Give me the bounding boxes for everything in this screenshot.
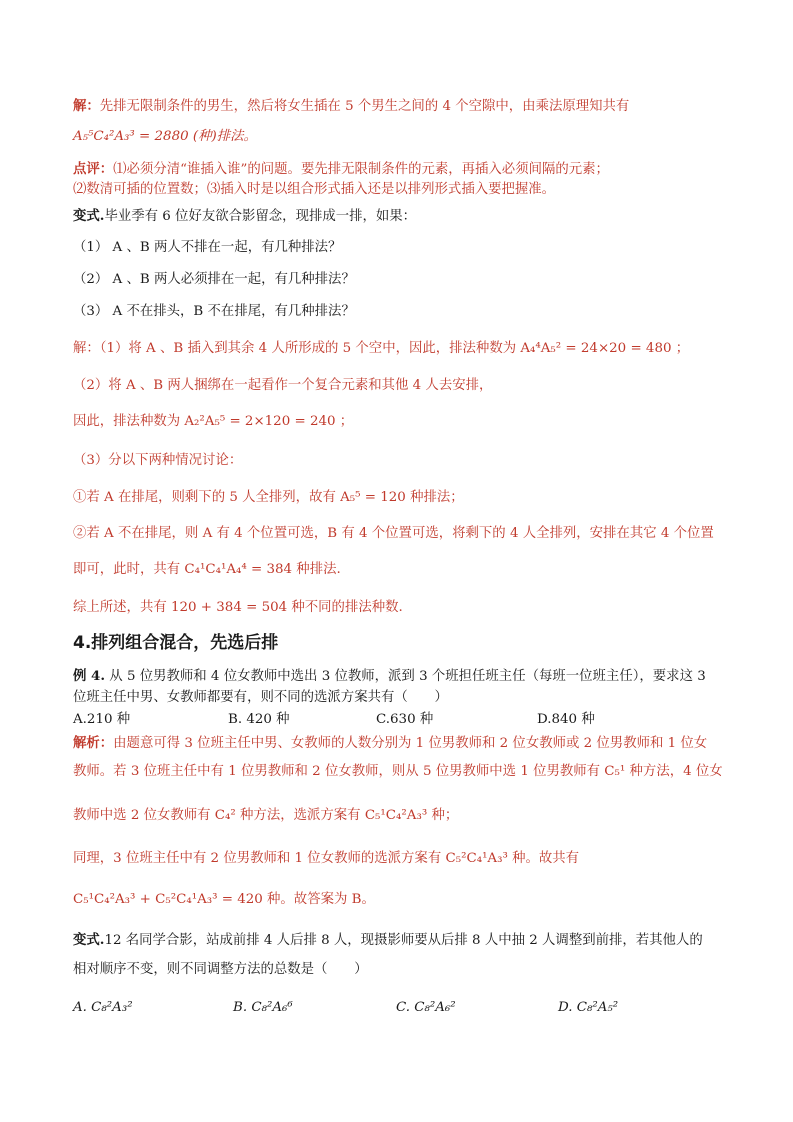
variant-line-1 [73,206,733,227]
comment-line-1 [73,159,733,180]
variant2-label: 变式. [73,932,105,948]
example4-option-d: D.840 种 [537,712,595,727]
variant-q1: （1） A 、B 两人不排在一起，有几种排法？ [73,240,342,255]
variant-answer-1: 解：（1）将 A 、B 插入到其余 4 人所形成的 5 个空中，因此，排法种数为 A₄⁴A₅² = 24×20 = 480 ； [73,341,690,356]
variant-answer-3b: ②若 A 不在排尾，则 A 有 4 个位置可选，B 有 4 个位置可选，将剩下的 4 人全排列，安排在其它 4 个位置 [73,526,714,541]
variant-answer-3b-cont: 即可，此时，共有 C₄¹C₄¹A₄⁴ = 384 种排法. [73,562,341,577]
variant-answer-summary: 综上所述，共有 120 + 384 = 504 种不同的排法种数. [73,600,403,615]
variant2-text: 12 名同学合影，站成前排 4 人后排 8 人，现摄影师要从后排 8 人中抽 2 人调整到前排，若其他人的 [104,933,703,948]
analysis-label: 解析： [73,735,114,751]
solution-formula: A₅⁵C₄²A₃³ = 2880 (种)排法。 [73,129,257,144]
analysis-text: 由题意可得 3 位班主任中男、女教师的人数分别为 1 位男教师和 2 位女教师或 2 位男教师和 1 位女 [113,736,708,751]
variant2-option-d: D. C₈²A₅² [558,1000,619,1015]
section-heading: 4.排列组合混合，先选后排 [73,633,279,653]
example4-line-1 [73,666,733,687]
variant-text: 毕业季有 6 位好友欲合影留念，现排成一排，如果： [104,209,417,224]
variant-answer-2b: 因此，排法种数为 A₂²A₅⁵ = 2×120 = 240 ； [73,414,354,429]
comment-line-2: ⑵数清可插的位置数；⑶插入时是以组合形式插入还是以排列形式插入要把握准。 [73,182,556,197]
analysis-line-5: C₅¹C₄²A₃³ + C₅²C₄¹A₃³ = 420 种。故答案为 B。 [73,892,375,907]
example4-text: 从 5 位男教师和 4 位女教师中选出 3 位教师，派到 3 个班担任班主任（每班一位班主任），要求这 3 [105,669,706,684]
variant-q2: （2） A 、B 两人必须排在一起，有几种排法？ [73,272,355,287]
variant2-line-2: 相对顺序不变，则不同调整方法的总数是（ ） [73,962,368,977]
comment-label: 点评： [73,161,114,177]
variant-q3: （3） A 不在排头，B 不在排尾，有几种排法？ [73,304,355,319]
example4-option-b: B. 420 种 [228,712,290,727]
variant-answer-2: （2）将 A 、B 两人捆绑在一起看作一个复合元素和其他 4 人去安排， [73,378,493,393]
example4-option-c: C.630 种 [376,712,434,727]
variant-answer-3a: ①若 A 在排尾，则剩下的 5 人全排列，故有 A₅⁵ = 120 种排法； [73,490,464,505]
analysis-line-1 [73,733,733,754]
variant2-option-a: A. C₈²A₃² [73,1000,133,1015]
example4-option-a: A.210 种 [73,712,131,727]
solution-text: 先排无限制条件的男生，然后将女生插在 5 个男生之间的 4 个空隙中，由乘法原理知共有 [99,99,630,114]
solution-label: 解： [73,98,100,114]
variant-label: 变式. [73,208,105,224]
variant2-option-b: B. C₈²A₆⁶ [233,1000,293,1015]
analysis-line-2: 教师。若 3 位班主任中有 1 位男教师和 2 位女教师，则从 5 位男教师中选 1 位男教师有 C₅¹ 种方法，4 位女 [73,764,723,779]
variant2-option-c: C. C₈²A₆² [396,1000,456,1015]
variant-answer-3: （3）分以下两种情况讨论： [73,453,243,468]
analysis-line-4: 同理，3 位班主任中有 2 位男教师和 1 位女教师的选派方案有 C₅²C₄¹A₃³ 种。故共有 [73,851,580,866]
solution-line-1 [73,96,733,117]
variant2-line-1 [73,930,733,951]
analysis-line-3: 教师中选 2 位女教师有 C₄² 种方法，选派方案有 C₅¹C₄²A₃³ 种； [73,808,459,823]
example4-line-2: 位班主任中男、女教师都要有，则不同的选派方案共有（ ） [73,690,448,705]
comment-text: ⑴必须分清“谁插入谁”的问题。要先排无限制条件的元素，再插入必须间隔的元素； [113,162,609,177]
example4-label: 例 4. [73,668,106,684]
